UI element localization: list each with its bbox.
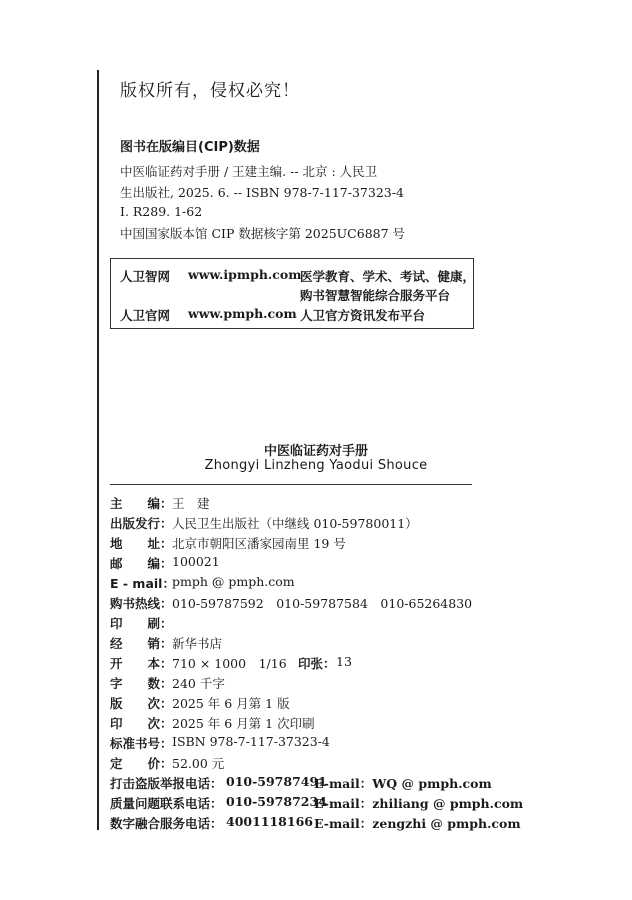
address-label: 地 址： xyxy=(110,536,173,551)
hotline-row-phone: 4001118166 xyxy=(226,814,313,829)
book-title-pinyin: Zhongyi Linzheng Yaodui Shouce xyxy=(204,458,428,473)
distributor-value: 新华书店 xyxy=(172,636,223,651)
editor-label: 主 编： xyxy=(110,496,173,511)
publisher-label: 出版发行： xyxy=(110,516,173,531)
price-label: 定 价： xyxy=(110,756,173,771)
words-label: 字 数： xyxy=(110,676,173,691)
sheets-label: 印张： xyxy=(298,656,336,671)
format-label: 开 本： xyxy=(110,656,173,671)
isbn-value: ISBN 978-7-117-37323-4 xyxy=(172,734,330,749)
cip-line-4: 中国国家版本馆 CIP 数据核字第 2025UC6887 号 xyxy=(120,226,406,241)
hotline-row-email[interactable]: E-mail：WQ @ pmph.com xyxy=(314,776,492,791)
postcode-label: 邮 编： xyxy=(110,556,173,571)
hotline-row-phone: 010-59787491 xyxy=(226,774,327,789)
words-value: 240 千字 xyxy=(172,676,225,691)
book-title-chinese: 中医临证药对手册 xyxy=(263,444,368,459)
hotline-row-email[interactable]: E-mail：zengzhi @ pmph.com xyxy=(314,816,521,831)
edition-label: 版 次： xyxy=(110,696,173,711)
format-value: 710 × 1000 1/16 xyxy=(172,656,287,671)
email-label: E - mail： xyxy=(110,576,175,591)
sheets-value: 13 xyxy=(336,654,352,669)
hotline-value: 010-59787592 010-59787584 010-65264830 xyxy=(172,596,473,611)
hotline-row-label: 数字融合服务电话： xyxy=(110,816,223,831)
zhiwang-desc-1: 医学教育、学术、考试、健康， xyxy=(300,269,476,284)
hotline-label: 购书热线： xyxy=(110,596,173,611)
edition-value: 2025 年 6 月第 1 版 xyxy=(172,696,290,711)
zhiwang-desc-2: 购书智慧智能综合服务平台 xyxy=(300,288,451,303)
guanwang-label: 人卫官网 xyxy=(120,308,171,323)
cip-line-1: 中医临证药对手册 / 王建主编. -- 北京 : 人民卫 xyxy=(120,164,378,179)
cip-line-2: 生出版社, 2025. 6. -- ISBN 978-7-117-37323-4 xyxy=(120,185,404,200)
copyright-notice: 版权所有，侵权必究！ xyxy=(120,81,300,101)
distributor-label: 经 销： xyxy=(110,636,173,651)
platform-box xyxy=(110,258,474,329)
printing-label: 印 次： xyxy=(110,716,173,731)
cip-title: 图书在版编目(CIP)数据 xyxy=(120,140,260,155)
guanwang-url[interactable]: www.pmph.com xyxy=(188,306,297,321)
colophon-divider xyxy=(110,484,472,485)
isbn-label: 标准书号： xyxy=(110,736,173,751)
email-value[interactable]: pmph @ pmph.com xyxy=(172,574,295,589)
hotline-row-label: 质量问题联系电话： xyxy=(110,796,223,811)
publisher-value: 人民卫生出版社（中继线 010-59780011） xyxy=(172,516,418,531)
hotline-row-email[interactable]: E-mail：zhiliang @ pmph.com xyxy=(314,796,524,811)
zhiwang-label: 人卫智网 xyxy=(120,269,171,284)
cip-line-3: Ⅰ. R289. 1-62 xyxy=(120,204,203,219)
price-value: 52.00 元 xyxy=(172,756,225,771)
printing-value: 2025 年 6 月第 1 次印刷 xyxy=(172,716,315,731)
zhiwang-url[interactable]: www.ipmph.com xyxy=(188,267,302,282)
hotline-row-phone: 010-59787234 xyxy=(226,794,327,809)
printer-label: 印 刷： xyxy=(110,616,173,631)
postcode-value: 100021 xyxy=(172,554,220,569)
address-value: 北京市朝阳区潘家园南里 19 号 xyxy=(172,536,346,551)
guanwang-desc: 人卫官方资讯发布平台 xyxy=(300,308,426,323)
hotline-row-label: 打击盗版举报电话： xyxy=(110,776,223,791)
editor-value: 王 建 xyxy=(172,496,210,511)
